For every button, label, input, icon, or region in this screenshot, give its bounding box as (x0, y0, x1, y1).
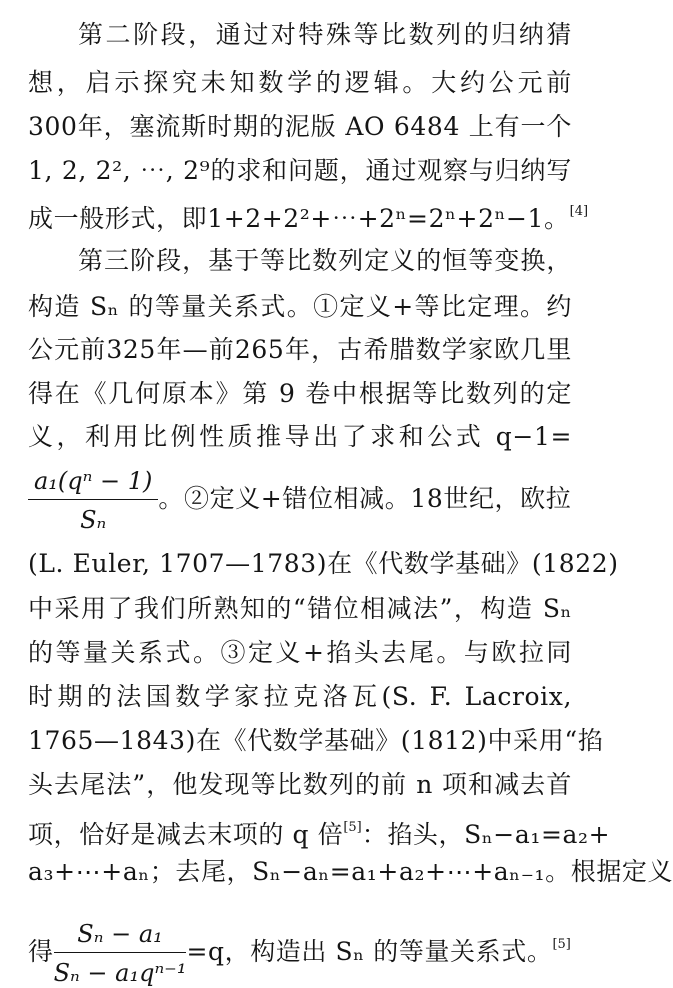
citation-5-a: [5] (343, 820, 362, 835)
paragraph-2-line-12: 头去尾法”，他发现等比数列的前 n 项和减去首 (28, 770, 572, 799)
fraction-definition-numerator: Sₙ − a₁ (54, 922, 187, 953)
paragraph-2-line-13 (28, 808, 611, 855)
formula-line-2-tail: =q，构造出 Sₙ 的等量关系式。 (186, 937, 553, 966)
fraction-sum-denominator: Sₙ (80, 506, 107, 534)
paragraph-2-line-2: 构造 Sₙ 的等量关系式。①定义+等比定理。约 (28, 292, 572, 321)
citation-4: [4] (569, 204, 589, 219)
fraction-definition-formula (54, 922, 187, 985)
paragraph-1-line-1: 第二阶段，通过对特殊等比数列的归纳猜 (78, 20, 572, 49)
line-13-text: 项，恰好是减去末项的 q 倍 (28, 820, 344, 849)
paragraph-2-line-1: 第三阶段，基于等比数列定义的恒等变换， (78, 246, 572, 275)
paragraph-2-line-5: 义，利用比例性质推导出了求和公式 q−1= (28, 422, 572, 451)
paragraph-2-line-9: 的等量关系式。③定义+掐头去尾。与欧拉同 (28, 638, 572, 667)
formula-line-1 (28, 463, 572, 535)
paragraph-2-line-10: 时期的法国数学家拉克洛瓦(S. F. Lacroix, (28, 682, 572, 711)
citation-5-b: [5] (552, 937, 571, 952)
paragraph-1-line-5 (28, 192, 589, 239)
paragraph-2-line-7: (L. Euler, 1707—1783)在《代数学基础》(1822) (28, 549, 619, 578)
paragraph-1-line-4: 1, 2, 2², ⋯, 2⁹的求和问题，通过观察与归纳写 (28, 156, 572, 185)
paragraph-2-line-3: 公元前325年—前265年，古希腊数学家欧几里 (28, 335, 572, 364)
paragraph-1-line-2: 想，启示探究未知数学的逻辑。大约公元前 (28, 68, 572, 97)
paragraph-1-line-5-text: 成一般形式，即1+2+2²+⋯+2ⁿ=2ⁿ+2ⁿ−1。 (28, 204, 570, 233)
fraction-sum-numerator: a₁(qⁿ − 1) (28, 469, 158, 500)
formula-line-1-tail: 。②定义+错位相减。18世纪，欧拉 (158, 484, 572, 513)
paragraph-2-line-14: a₃+⋯+aₙ；去尾，Sₙ−aₙ=a₁+a₂+⋯+aₙ₋₁。根据定义 (28, 857, 673, 886)
paragraph-2-line-11: 1765—1843)在《代数学基础》(1812)中采用“掐 (28, 726, 604, 755)
paragraph-2-line-8: 中采用了我们所熟知的“错位相减法”，构造 Sₙ (28, 594, 572, 623)
formula-line-2 (28, 909, 572, 987)
paragraph-2-line-4: 得在《几何原本》第 9 卷中根据等比数列的定 (28, 379, 572, 408)
paragraph-1-line-3: 300年，塞流斯时期的泥版 AO 6484 上有一个 (28, 112, 572, 141)
fraction-definition-denominator: Sₙ − a₁qⁿ⁻¹ (53, 959, 187, 987)
fraction-sum-formula (28, 469, 158, 532)
formula-line-2-prefix: 得 (28, 937, 54, 966)
line-13-tail: ：掐头，Sₙ−a₁=a₂+ (361, 820, 611, 849)
